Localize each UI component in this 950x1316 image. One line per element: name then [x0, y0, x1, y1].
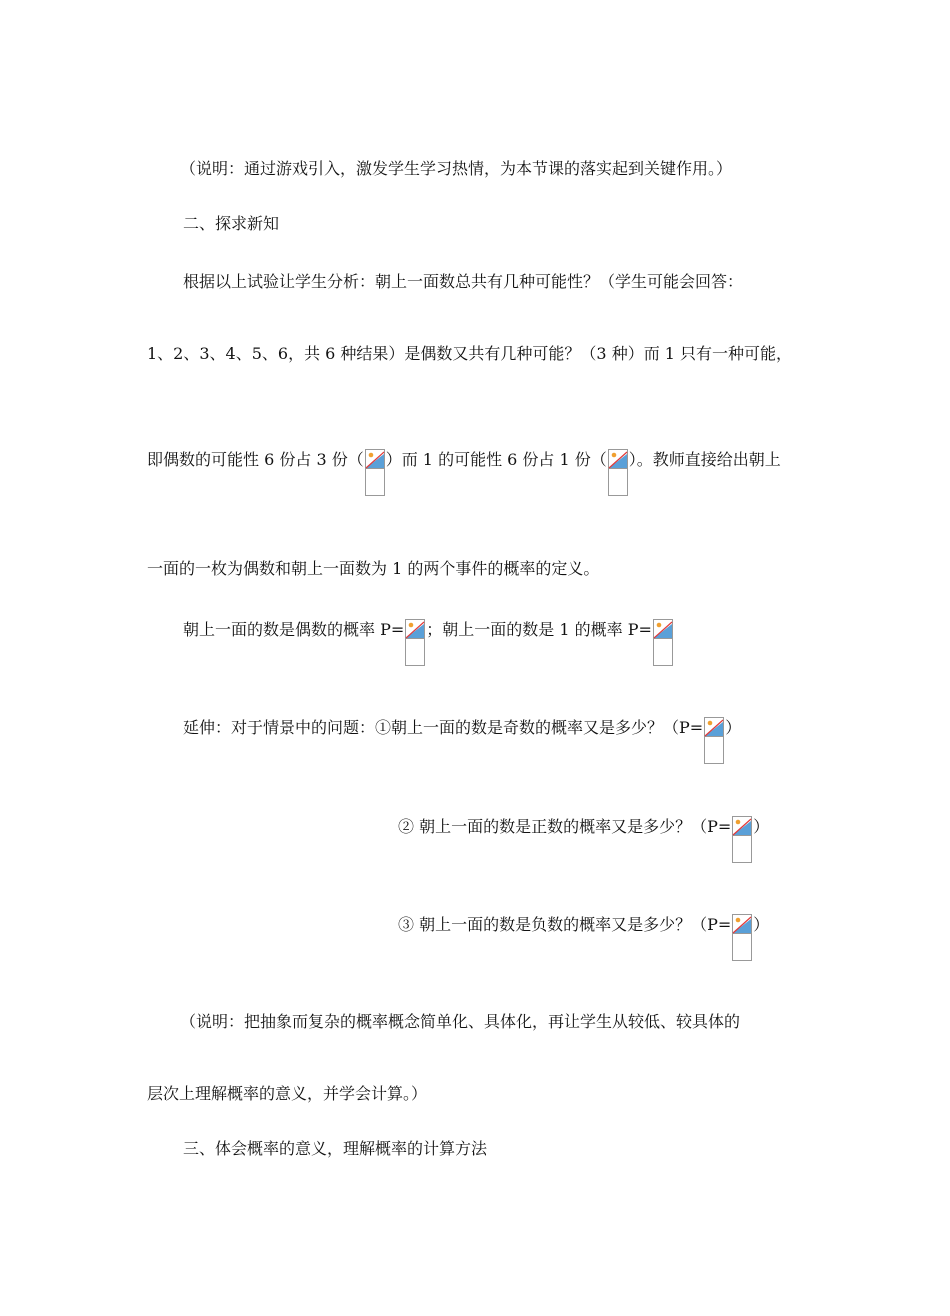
close-paren: ） — [753, 915, 770, 934]
extension-question-2 — [398, 816, 769, 838]
close-paren: ） — [725, 718, 742, 737]
broken-image-icon — [653, 619, 673, 639]
paragraph-line-3-part-b: ）而 1 的可能性 6 份占 1 份（ — [385, 450, 607, 469]
broken-image-icon — [732, 816, 752, 836]
note-intro-explanation: （说明：通过游戏引入，激发学生学习热情，为本节课的落实起到关键作用。） — [180, 159, 733, 178]
paragraph-line-3 — [147, 449, 781, 471]
paragraph-line-3-part-c: ）。教师直接给出朝上 — [628, 450, 781, 469]
note-abstract-explanation-line-1: （说明：把抽象而复杂的概率概念简单化、具体化，再让学生从较低、较具体的 — [180, 1012, 741, 1031]
extension-intro-text: 延伸：对于情景中的问题：①朝上一面的数是奇数的概率又是多少？（P= — [183, 718, 704, 737]
paragraph-line-4: 一面的一枚为偶数和朝上一面数为 1 的两个事件的概率的定义。 — [147, 559, 600, 578]
broken-image-icon — [732, 914, 752, 934]
extension-q2-text: ② 朝上一面的数是正数的概率又是多少？（P= — [398, 817, 732, 836]
paragraph-line-2: 1、2、3、4、5、6，共 6 种结果）是偶数又共有几种可能？（3 种）而 1 只有一种可能， — [147, 344, 793, 363]
extension-question-3 — [398, 914, 769, 936]
broken-image-icon — [365, 449, 385, 469]
section-heading-explore: 二、探求新知 — [183, 214, 280, 233]
broken-image-icon — [608, 449, 628, 469]
section-heading-meaning: 三、体会概率的意义，理解概率的计算方法 — [183, 1139, 488, 1158]
probability-definition-line — [183, 619, 674, 641]
paragraph-line-3-part-a: 即偶数的可能性 6 份占 3 份（ — [147, 450, 364, 469]
probability-even-text: 朝上一面的数是偶数的概率 P= — [183, 620, 405, 639]
broken-image-icon — [704, 717, 724, 737]
extension-question-1 — [183, 717, 741, 739]
close-paren: ） — [753, 817, 770, 836]
paragraph-line-1: 根据以上试验让学生分析：朝上一面数总共有几种可能性？（学生可能会回答： — [183, 272, 744, 291]
probability-separator: ； — [426, 620, 443, 639]
broken-image-icon — [405, 619, 425, 639]
extension-q3-text: ③ 朝上一面的数是负数的概率又是多少？（P= — [398, 915, 732, 934]
note-abstract-explanation-line-2: 层次上理解概率的意义，并学会计算。） — [147, 1084, 428, 1103]
probability-one-text: 朝上一面的数是 1 的概率 P= — [442, 620, 652, 639]
